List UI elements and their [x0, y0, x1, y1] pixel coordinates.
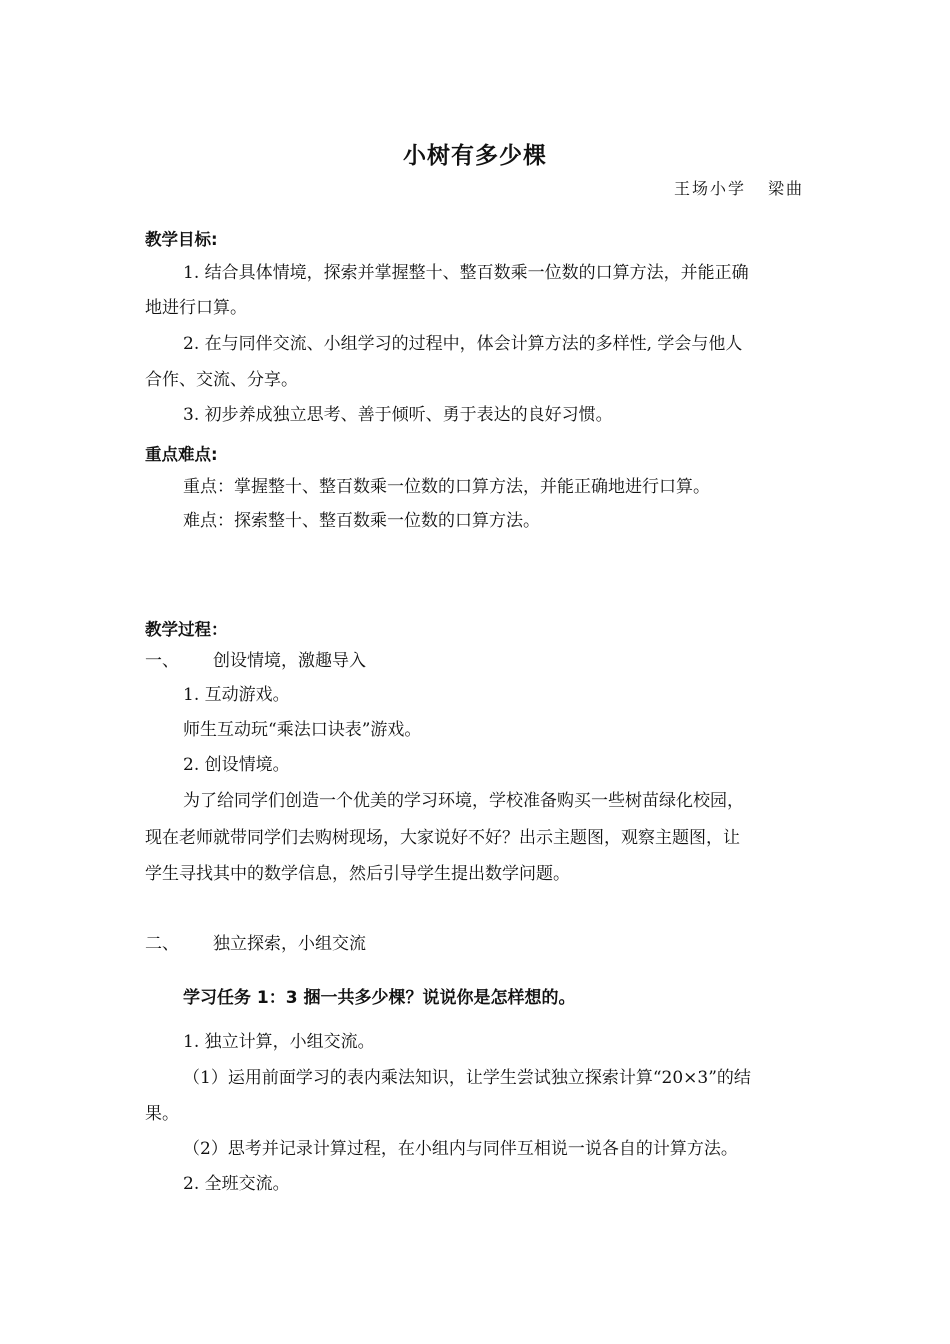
- learning-task-1: 学习任务 1：3 捆一共多少棵？说说你是怎样想的。: [183, 988, 576, 1008]
- s1-paragraph-line1: 为了给同学们创造一个优美的学习环境，学校准备购买一些树苗绿化校园，: [183, 791, 744, 811]
- s2-sub-2: （2）思考并记录计算过程，在小组内与同伴互相说一说各自的计算方法。: [183, 1139, 738, 1159]
- s2-item-1: 1. 独立计算，小组交流。: [183, 1032, 375, 1052]
- key-point: 重点：掌握整十、整百数乘一位数的口算方法，并能正确地进行口算。: [183, 477, 710, 497]
- section-1-heading: [145, 650, 366, 672]
- author-line: [674, 176, 804, 199]
- objective-2-line1: 2. 在与同伴交流、小组学习的过程中，体会计算方法的多样性, 学会与他人: [183, 334, 743, 354]
- section-2-heading: [145, 933, 366, 955]
- section-1-title: 创设情境，激趣导入: [213, 651, 366, 671]
- s2-item-2: 2. 全班交流。: [183, 1174, 290, 1194]
- s1-item-2: 2. 创设情境。: [183, 755, 290, 775]
- s2-sub-1-line1: （1）运用前面学习的表内乘法知识，让学生尝试独立探索计算“20×3”的结: [183, 1068, 751, 1088]
- s1-item-1: 1. 互动游戏。: [183, 685, 290, 705]
- s2-sub-1-line2: 果。: [145, 1104, 179, 1124]
- section-2-number: 二、: [145, 934, 179, 954]
- process-heading: 教学过程：: [145, 620, 228, 639]
- objective-3: 3. 初步养成独立思考、善于倾听、勇于表达的良好习惯。: [183, 405, 613, 425]
- keypoints-heading: 重点难点:: [145, 445, 218, 464]
- objective-1-line2: 地进行口算。: [145, 298, 247, 318]
- section-2-title: 独立探索，小组交流: [213, 934, 366, 954]
- objective-1-line1: 1. 结合具体情境，探索并掌握整十、整百数乘一位数的口算方法，并能正确: [183, 263, 749, 283]
- difficult-point: 难点：探索整十、整百数乘一位数的口算方法。: [183, 511, 540, 531]
- s1-paragraph-line2: 现在老师就带同学们去购树现场，大家说好不好？出示主题图，观察主题图，让: [145, 828, 740, 848]
- objective-2-line2: 合作、交流、分享。: [145, 370, 298, 390]
- section-1-number: 一、: [145, 651, 179, 671]
- s1-item-1-text: 师生互动玩“乘法口诀表”游戏。: [183, 720, 422, 740]
- author-school: 王场小学: [673, 179, 746, 198]
- objectives-heading: 教学目标:: [145, 230, 218, 249]
- author-name: 梁曲: [767, 179, 804, 198]
- s1-paragraph-line3: 学生寻找其中的数学信息，然后引导学生提出数学问题。: [145, 864, 570, 884]
- document-title: 小树有多少棵: [403, 143, 547, 169]
